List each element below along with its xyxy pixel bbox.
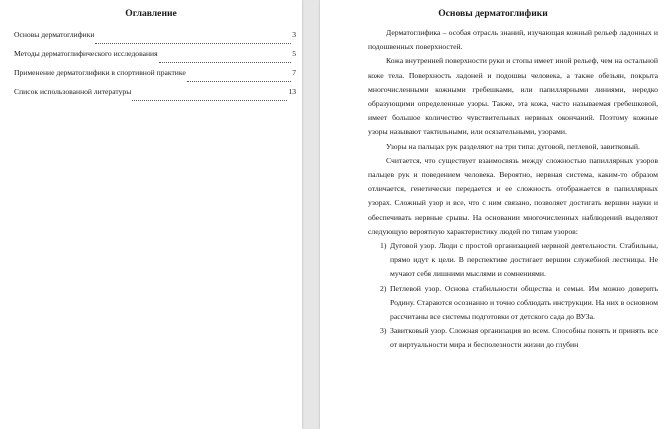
toc-entry-label: Методы дерматоглифического исследования [14,49,158,58]
page-toc [0,0,302,429]
toc-leader-dots [95,43,291,44]
paragraph: Кожа внутренней поверхности руки и стопы имеет иной рельеф, чем на остальной коже тела. Поверхность ладоней и подошвы человека, а также обезьян, покрыта многочисленными кожными гребешками, или папиллярными линиями, нередко образующими определенные узоры. Также, эта кожа, часто называемая гребешковой, имеет большое количество чувствительных нервных окончаний. Поэтому кожные узоры называют тактильными, или осязательными, узорами. [368,56,658,137]
list-item-text: Завитковый узор. Сложная организация во всем. Способны понять и принять все от виртуальности мира и бесполезности жизни до глубин [390,326,658,350]
list-item [368,282,658,325]
page-chapter [320,0,666,429]
list-item [368,239,658,282]
list-item-number: 2) [380,283,387,293]
toc-leader-dots [159,62,292,63]
toc-title: Оглавление [125,8,177,19]
toc-list [14,30,296,106]
paragraph: Узоры на пальцах рук разделяют на три типа: дуговой, петлевой, завитковый. [386,141,640,151]
list-item-text: Петлевой узор. Основа стабильности общества и семьи. Им можно доверить Родину. Стараются осознанно и точно соблюдать инструкции. На них в основном рассчитаны все системы подготовки от детского сада до ВУЗа. [390,283,658,322]
toc-entry[interactable] [14,30,296,49]
toc-entry[interactable] [14,87,296,106]
toc-entry-label: Применение дерматоглифики в спортивной практике [14,68,186,77]
toc-entry-page: 13 [288,87,296,96]
toc-entry-page: 7 [292,68,296,77]
pattern-types-list [368,239,658,353]
toc-entry[interactable] [14,49,296,68]
list-item-number: 1) [380,241,387,251]
toc-leader-dots [187,81,291,82]
toc-entry-page: 5 [292,49,296,58]
paragraph: Дерматоглифика – особая отрасль знаний, изучающая кожный рельеф ладонных и подошвенных поверхностей. [368,28,658,52]
chapter-title: Основы дерматоглифики [438,8,548,19]
toc-entry-label: Основы дерматоглифики [14,30,95,39]
chapter-body [368,26,658,353]
list-item-text: Дуговой узор. Люди с простой организацией нервной деятельности. Стабильны, прямо идут к цели. В перспективе достигает вершин служебной лестницы. Не мучают себя лишними мыслями и сомнениями. [390,241,658,279]
toc-entry-label: Список использованной литературы [14,87,132,96]
list-item [368,324,658,352]
list-item-number: 3) [380,326,387,336]
toc-entry-page: 3 [292,30,296,39]
paragraph: Считается, что существует взаимосвязь между сложностью папиллярных узоров пальцев рук и поведением человека. Вероятно, нервная система, каким-то образом отличается, генетически передается и ее сложность отображается в папиллярных узорах. Сложный узор и все, что с ним связано, позволяет достигать вершин науки и обеспечивать нервные срывы. На основании многочисленных наблюдений выделяют следующую вероятную характеристику людей по типам узоров: [368,155,658,236]
toc-leader-dots [132,100,287,101]
toc-entry[interactable] [14,68,296,87]
